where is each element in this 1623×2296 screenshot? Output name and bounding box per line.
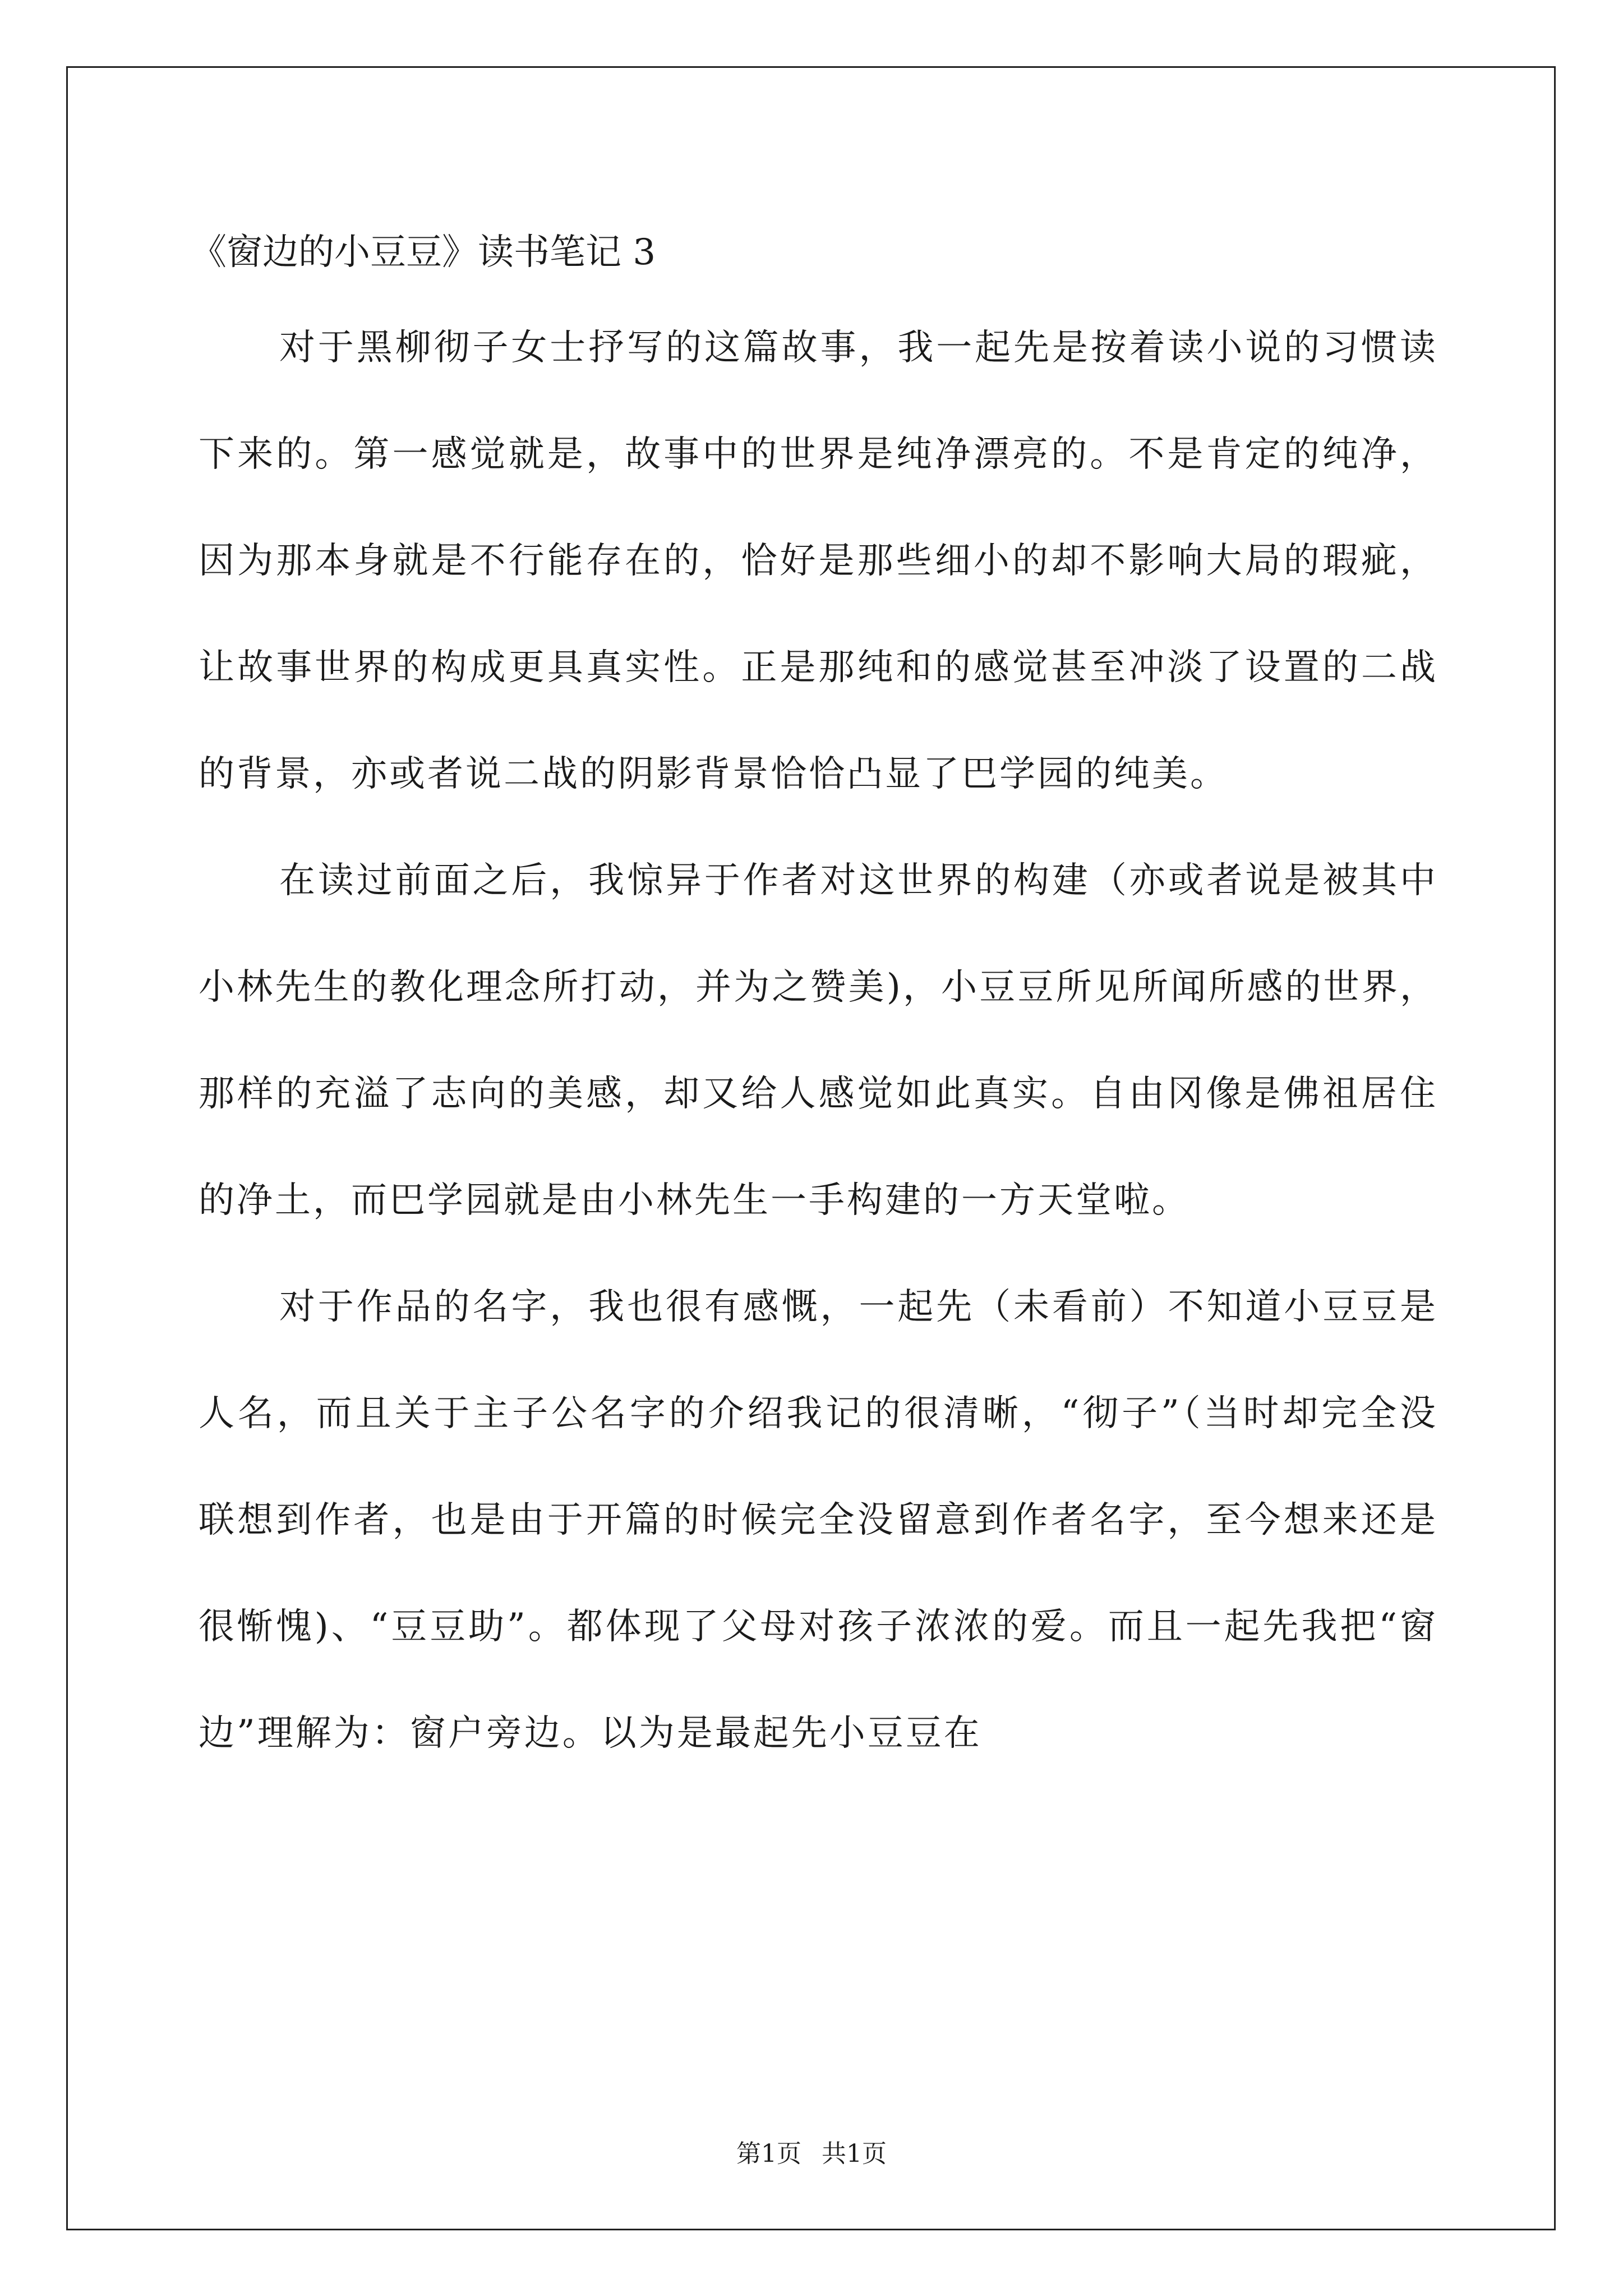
page-number: 第1页: [736, 2139, 801, 2168]
paragraph-3: 对于作品的名字，我也很有感慨，一起先（未看前）不知道小豆豆是人名，而且关于主子公名字的介绍我记的很清晰，“彻子”（当时却完全没联想到作者，也是由于开篇的时候完全没留意到作者名字，至今想来还是很惭愧)、“豆豆助”。都体现了父母对孩子浓浓的爱。而且一起先我把“窗边”理解为：窗户旁边。以为是最起先小豆豆在: [199, 1286, 1438, 1754]
page-footer: [0, 2137, 1623, 2171]
page-total: 共1页: [822, 2139, 887, 2168]
document-title: 《窗边的小豆豆》读书笔记 3: [191, 232, 656, 273]
paragraph-2: 在读过前面之后，我惊异于作者对这世界的构建（亦或者说是被其中小林先生的教化理念所打动，并为之赞美)，小豆豆所见所闻所感的世界，那样的充溢了志向的美感，却又给人感觉如此真实。自由冈像是佛祖居住的净土，而巴学园就是由小林先生一手构建的一方天堂啦。: [199, 860, 1438, 1221]
paragraph-1: 对于黑柳彻子女士抒写的这篇故事，我一起先是按着读小说的习惯读下来的。第一感觉就是，故事中的世界是纯净漂亮的。不是肯定的纯净，因为那本身就是不行能存在的，恰好是那些细小的却不影响大局的瑕疵，让故事世界的构成更具真实性。正是那纯和的感觉甚至冲淡了设置的二战的背景，亦或者说二战的阴影背景恰恰凸显了巴学园的纯美。: [199, 327, 1438, 795]
document-body: [199, 295, 1438, 1787]
